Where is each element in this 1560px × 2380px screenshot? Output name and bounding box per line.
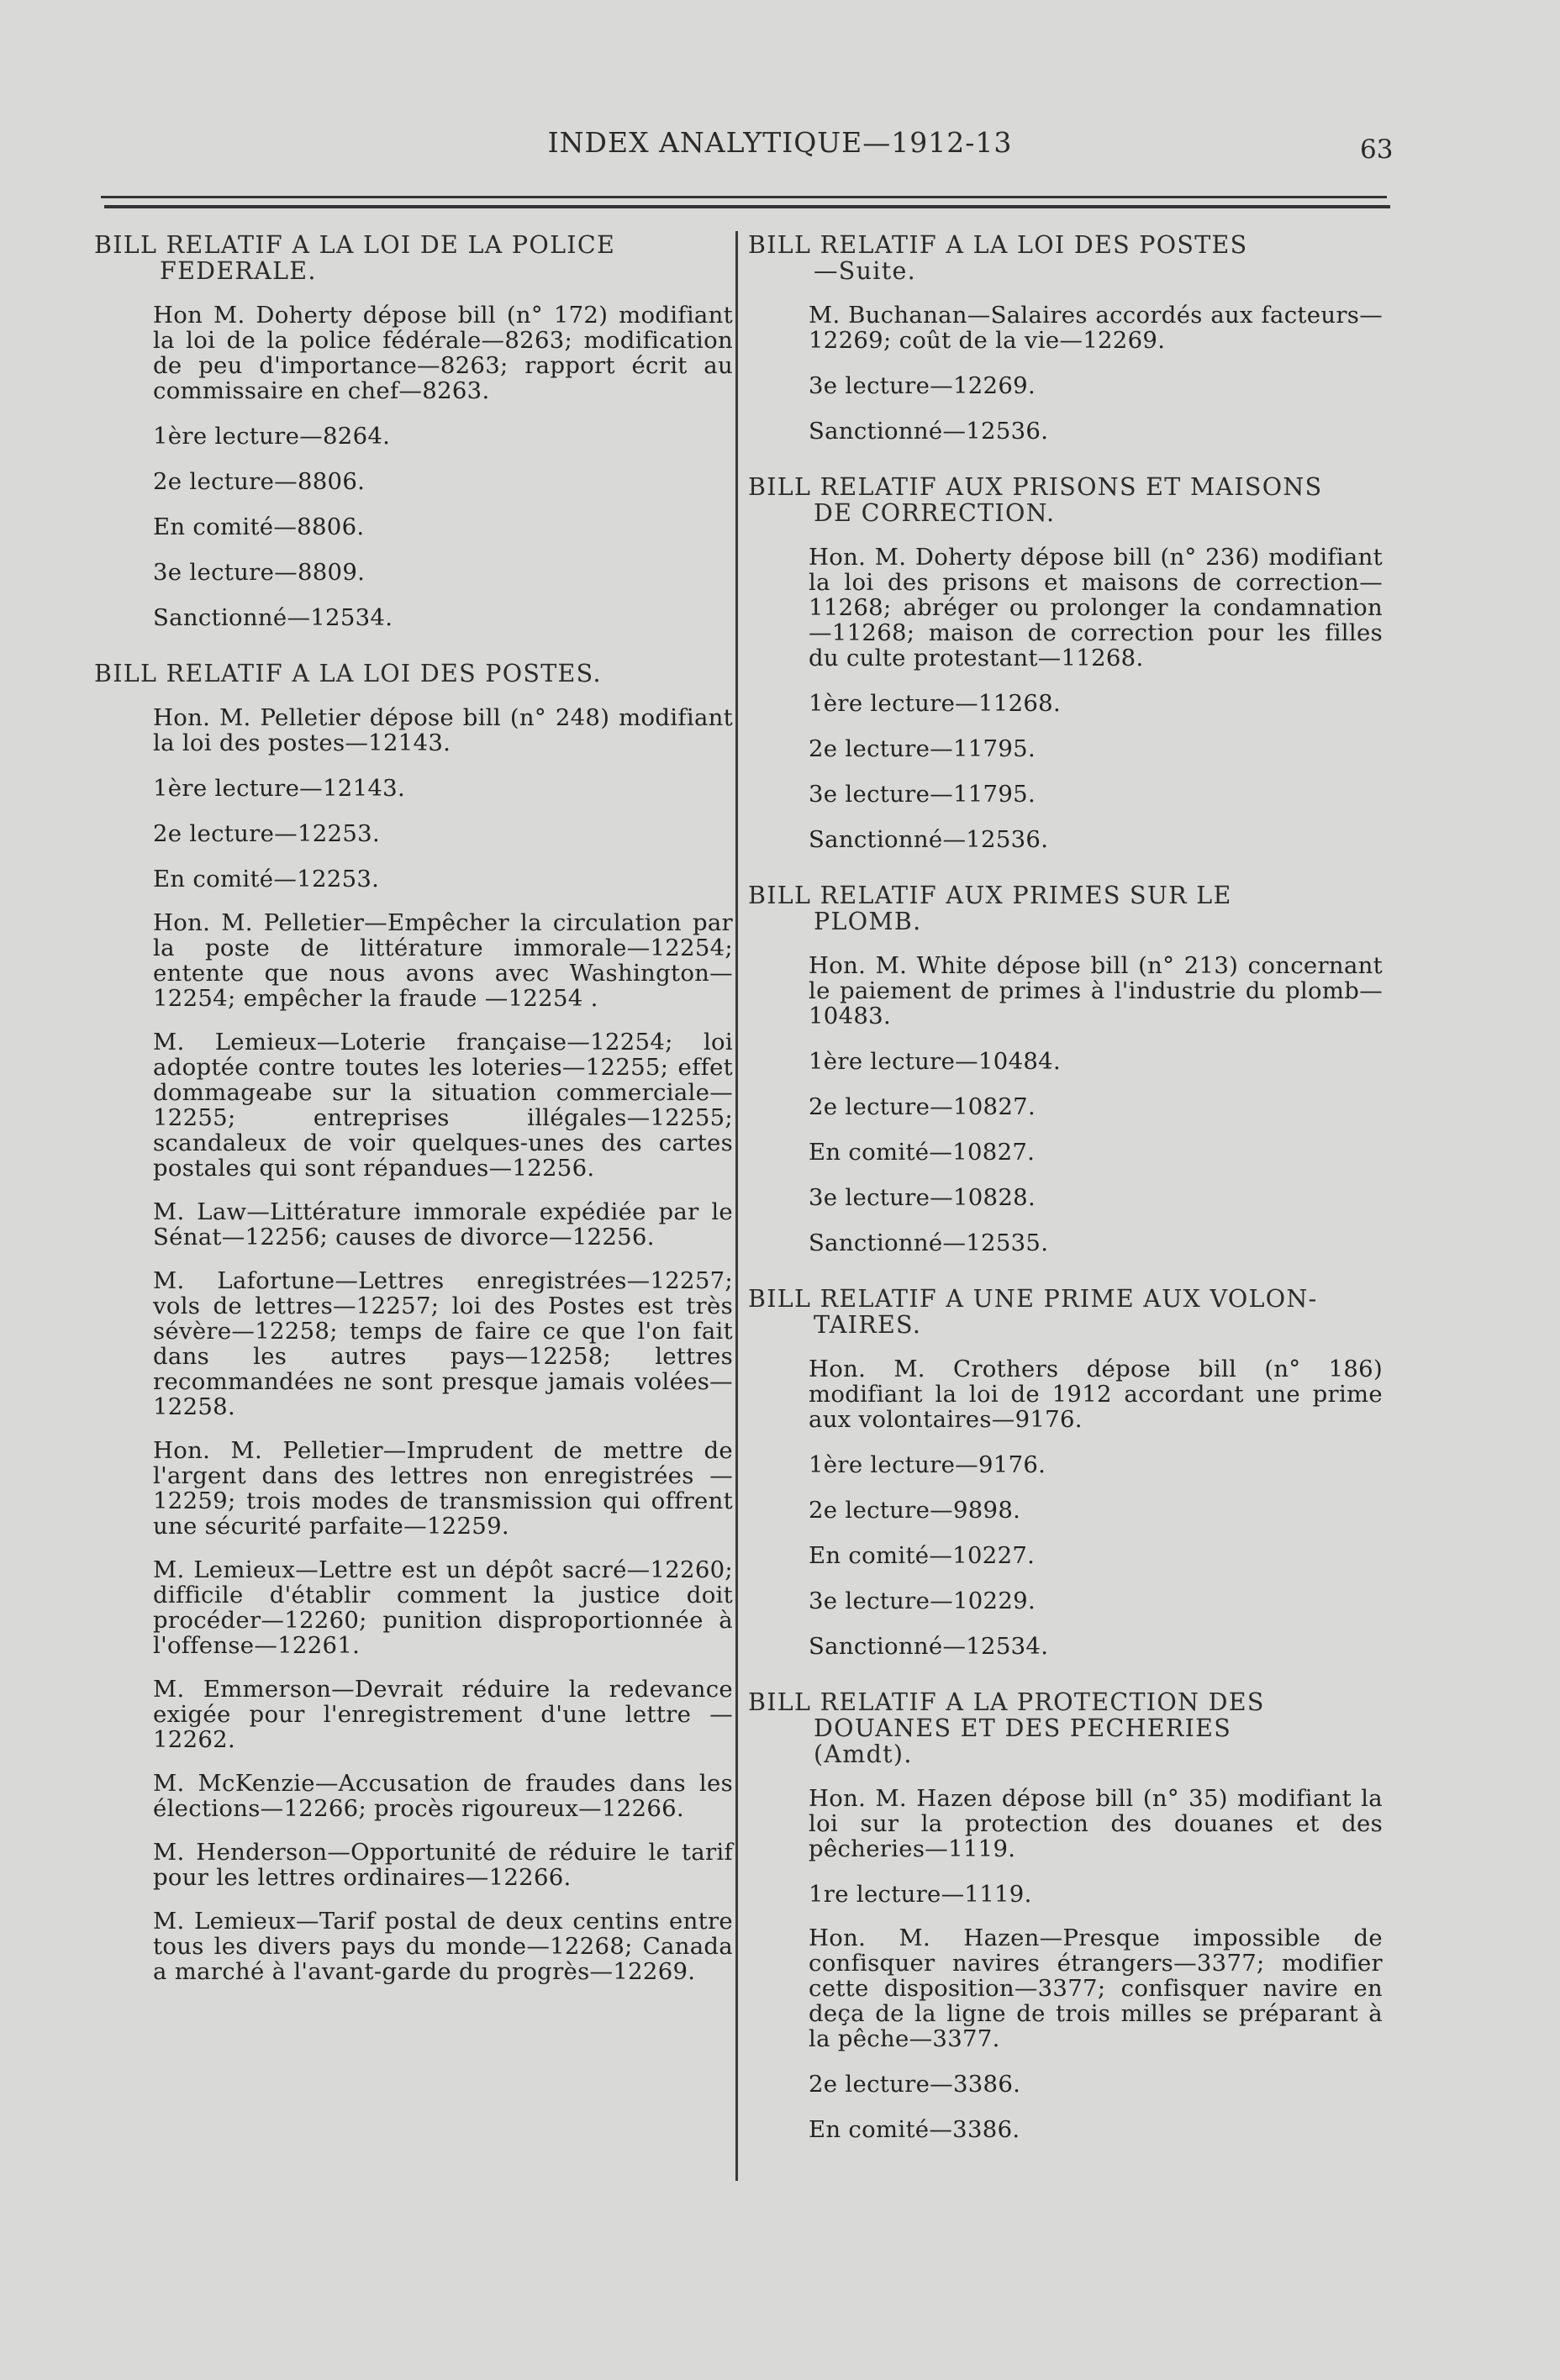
entry-item: Hon. M. Hazen dépose bill (n° 35) modifiant la loi sur la protection des douanes et des pêcheries—1119.: [809, 1785, 1383, 1862]
reading-step: 2e lecture—3386.: [809, 2071, 1021, 2098]
reading-step: 1ère lecture—10484.: [809, 1048, 1062, 1075]
reading-step: Sanctionné—12536.: [809, 418, 1049, 445]
heading-line: (Amdt).: [814, 1740, 913, 1768]
entry-item: M. Law—Littérature immorale expédiée par le Sénat—12256; causes de divorce—12256.: [153, 1198, 733, 1251]
entry-douanes-pecheries: [748, 1689, 1383, 2142]
reading-step: 1ère lecture—11268.: [809, 690, 1062, 717]
entry-heading: [748, 1689, 1383, 1767]
entry-item: M. Lemieux—Loterie française—12254; loi adoptée contre toutes les loteries—12255; effet dommageabe sur la situation commerciale—12255; entreprises illégales—12255; scandaleux de voir quelques-unes des cartes postales qui sont répandues—12256.: [153, 1029, 733, 1182]
reading-step: En comité—12253.: [153, 866, 380, 893]
entry-item: M. Emmerson—Devrait réduire la redevance exigée pour l'enregistrement d'une lettre —12262.: [153, 1676, 733, 1753]
page-number: 63: [1360, 134, 1394, 165]
heading-line: DE CORRECTION.: [814, 499, 1056, 527]
reading-step: 2e lecture—10827.: [809, 1093, 1036, 1120]
heading-line: TAIRES.: [814, 1311, 922, 1339]
reading-step: 2e lecture—11795.: [809, 735, 1036, 762]
entry-item: Hon. M. Hazen—Presque impossible de confisquer navires étrangers—3377; modifier cette disposition—3377; confisquer navire en deça de la ligne de trois milles se préparant à la pêche—3377.: [809, 1925, 1383, 2052]
reading-step: 2e lecture—9898.: [809, 1497, 1021, 1524]
entry-item: M. Lafortune—Lettres enregistrées—12257; vols de lettres—12257; loi des Postes est très sévère—12258; temps de faire ce que l'on fait dans les autres pays—12258; lettres recommandées ne sont presque jamais volées—12258.: [153, 1267, 733, 1420]
reading-step: 1ère lecture—9176.: [809, 1451, 1046, 1478]
entry-heading: [748, 474, 1383, 526]
heading-line: —Suite.: [814, 257, 916, 285]
heading-line: FEDERALE.: [160, 257, 317, 285]
reading-step: Sanctionné—12536.: [809, 826, 1049, 853]
entry-item: M. Lemieux—Lettre est un dépôt sacré—12260; difficile d'établir comment la justice doit procéder—12260; punition disproportionnée à l'offense—12261.: [153, 1556, 733, 1659]
entry-item: M. McKenzie—Accusation de fraudes dans les élections—12266; procès rigoureux—12266.: [153, 1770, 733, 1822]
entry-item: M. Buchanan—Salaires accordés aux facteurs—12269; coût de la vie—12269.: [809, 302, 1383, 354]
reading-step: En comité—8806.: [153, 513, 365, 540]
header-rule-top: [101, 196, 1387, 198]
entry-heading: [94, 232, 733, 284]
entry-item: M. Lemieux—Tarif postal de deux centins entre tous les divers pays du monde—12268; Canada a marché à l'avant-garde du progrès—12269.: [153, 1908, 733, 1985]
heading-line: BILL RELATIF AUX PRISONS ET MAISONS: [748, 473, 1323, 501]
reading-step: 2e lecture—8806.: [153, 468, 366, 495]
reading-step: Sanctionné—12534.: [153, 604, 393, 631]
entry-heading: BILL RELATIF A LA LOI DES POSTES.: [94, 660, 602, 687]
reading-step: 3e lecture—10828.: [809, 1184, 1036, 1211]
heading-line: BILL RELATIF A LA PROTECTION DES: [748, 1688, 1265, 1716]
reading-step: En comité—10827.: [809, 1139, 1036, 1166]
right-column: [748, 232, 1383, 2172]
reading-step: 2e lecture—12253.: [153, 820, 380, 847]
entry-item: Hon. M. Pelletier—Empêcher la circulation par la poste de littérature immorale—12254; entente que nous avons avec Washington—12254; empêcher la fraude —12254 .: [153, 909, 733, 1012]
reading-step: Sanctionné—12534.: [809, 1633, 1049, 1660]
entry-loi-des-postes: [94, 661, 733, 1984]
header-rule-bottom: [104, 205, 1390, 208]
heading-line: DOUANES ET DES PECHERIES: [814, 1714, 1232, 1742]
heading-line: BILL RELATIF A LA LOI DES POSTES: [748, 231, 1248, 259]
entry-police-federale: [94, 232, 733, 630]
entry-item: M. Henderson—Opportunité de réduire le tarif pour les lettres ordinaires—12266.: [153, 1839, 733, 1891]
reading-step: 1re lecture—1119.: [809, 1881, 1032, 1908]
entry-loi-des-postes-suite: [748, 232, 1383, 444]
entry-item: Hon. M. Pelletier—Imprudent de mettre de l'argent dans des lettres non enregistrées —12259; trois modes de transmission qui offrent une sécurité parfaite—12259.: [153, 1437, 733, 1540]
running-head: INDEX ANALYTIQUE—1912-13: [547, 126, 1013, 159]
entry-heading: [748, 1286, 1383, 1338]
entry-prime-volontaires: [748, 1286, 1383, 1659]
reading-step: 3e lecture—12269.: [809, 372, 1036, 399]
reading-step: 3e lecture—10229.: [809, 1588, 1036, 1614]
left-column: [94, 232, 733, 2014]
entry-item: Hon. M. Pelletier dépose bill (n° 248) modifiant la loi des postes—12143.: [153, 704, 733, 756]
reading-step: 1ère lecture—12143.: [153, 775, 406, 802]
heading-line: BILL RELATIF AUX PRIMES SUR LE: [748, 882, 1232, 909]
reading-step: 1ère lecture—8264.: [153, 423, 391, 450]
reading-step: Sanctionné—12535.: [809, 1229, 1049, 1256]
entry-item: Hon. M. Doherty dépose bill (n° 236) modifiant la loi des prisons et maisons de correction—11268; abréger ou prolonger la condamnation—11268; maison de correction pour les filles du culte protestant—11268.: [809, 544, 1383, 671]
heading-line: BILL RELATIF A UNE PRIME AUX VOLON-: [748, 1285, 1318, 1313]
reading-step: En comité—10227.: [809, 1542, 1036, 1569]
entry-primes-plomb: [748, 882, 1383, 1256]
entry-item: Hon. M. White dépose bill (n° 213) concernant le paiement de primes à l'industrie du plomb—10483.: [809, 952, 1383, 1029]
heading-line: BILL RELATIF A LA LOI DE LA POLICE: [94, 231, 616, 259]
entry-prisons: [748, 474, 1383, 852]
reading-step: En comité—3386.: [809, 2116, 1020, 2143]
entry-item: Hon. M. Crothers dépose bill (n° 186) modifiant la loi de 1912 accordant une prime aux volontaires—9176.: [809, 1356, 1383, 1433]
heading-line: PLOMB.: [814, 908, 922, 935]
column-divider: [735, 231, 738, 2181]
reading-step: 3e lecture—11795.: [809, 781, 1036, 808]
entry-heading: [748, 882, 1383, 935]
entry-item: Hon M. Doherty dépose bill (n° 172) modifiant la loi de la police fédérale—8263; modification de peu d'importance—8263; rapport écrit au commissaire en chef—8263.: [153, 302, 733, 404]
entry-heading: [748, 232, 1383, 284]
reading-step: 3e lecture—8809.: [153, 559, 366, 586]
